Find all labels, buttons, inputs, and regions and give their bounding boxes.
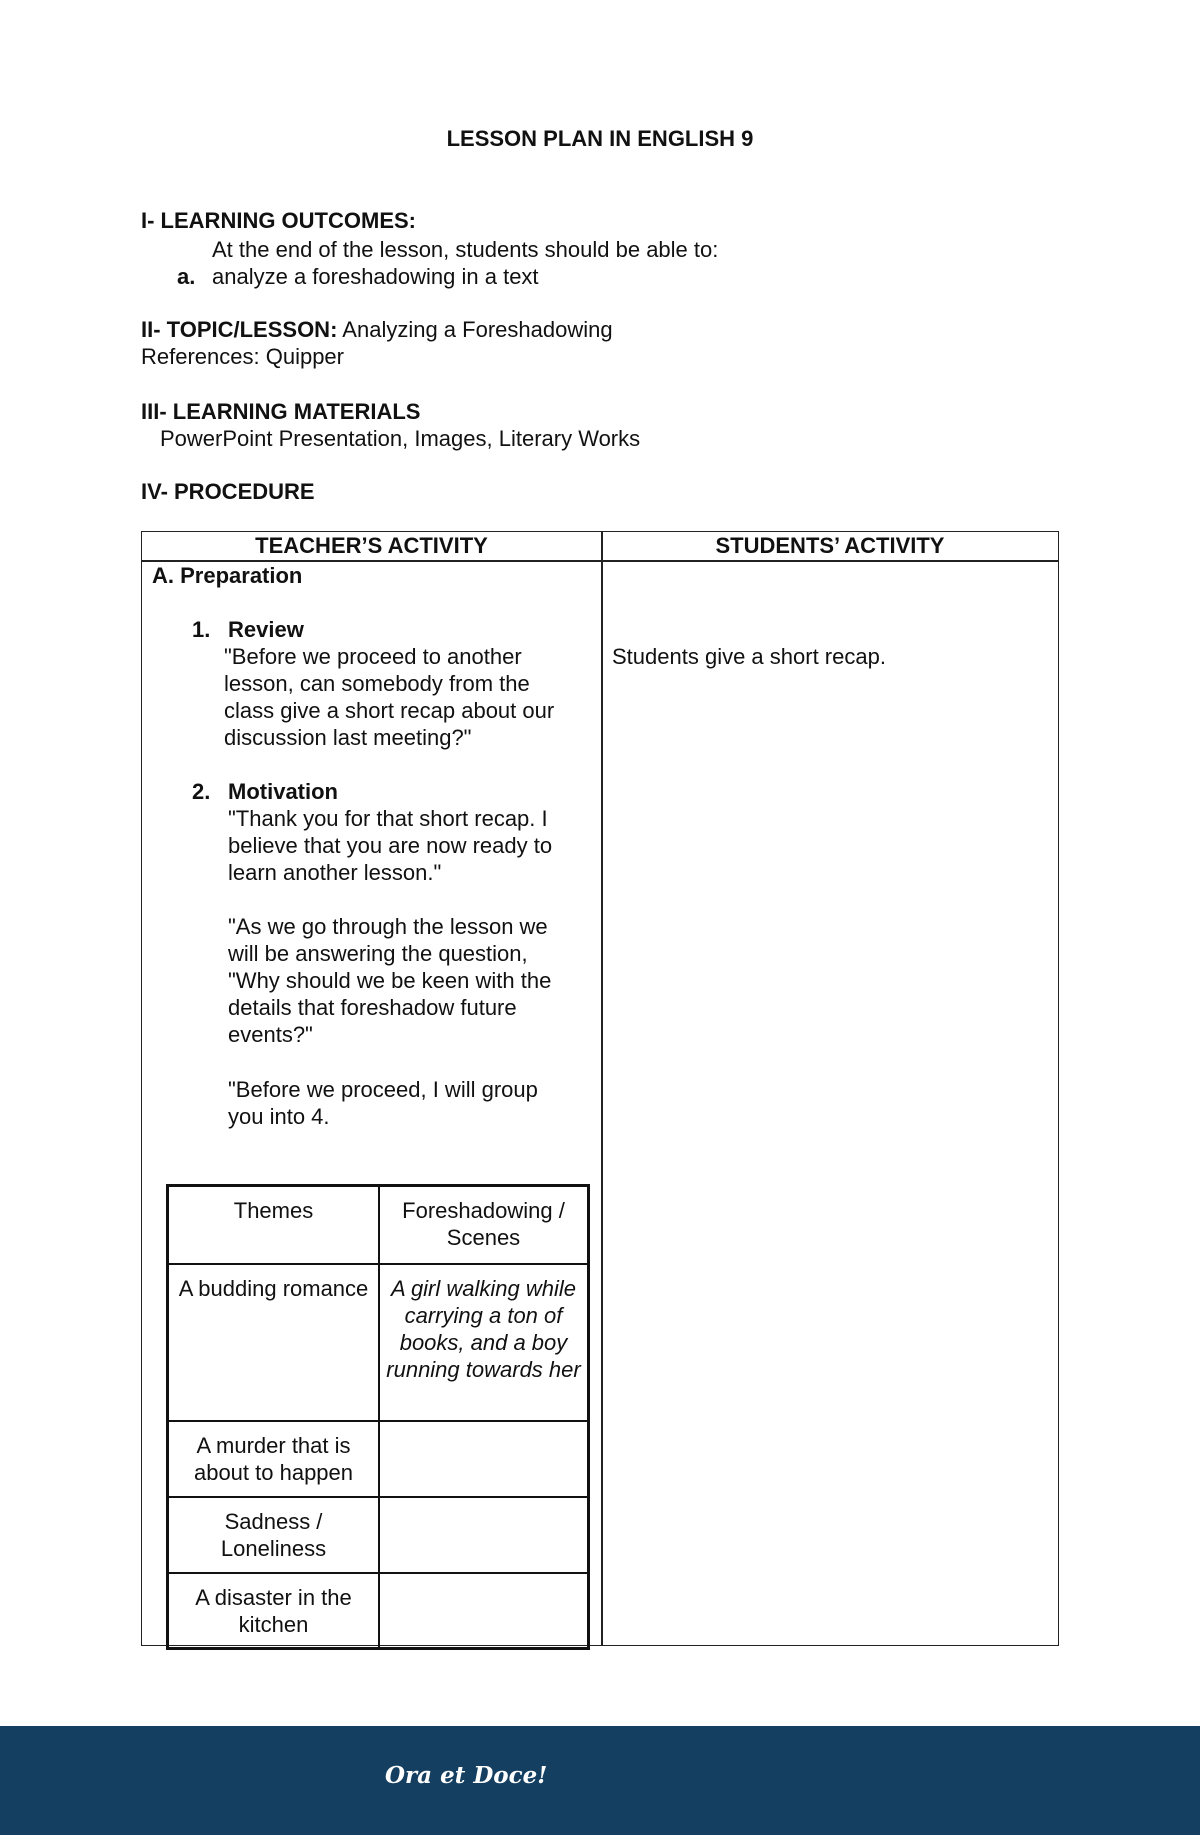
procedure-table [141,531,1059,1646]
students-activity-header: STUDENTS’ ACTIVITY [715,533,945,558]
table-row [169,1572,587,1647]
column-divider [601,532,603,1645]
procedure-heading: IV- PROCEDURE [141,479,315,504]
footer-motto: Ora et Doce! [385,1762,548,1789]
review-line: "Before we proceed to another [224,644,522,669]
motivation-paragraph-1 [228,805,552,886]
teacher-activity-header: TEACHER’S ACTIVITY [255,533,488,558]
topic-heading: II- TOPIC/LESSON: [141,317,338,342]
review-text [224,643,554,751]
motivation-line: details that foreshadow future [228,995,517,1020]
theme-cell: A murder that is about to happen [193,1433,354,1485]
theme-cell: A disaster in the kitchen [195,1585,352,1637]
motivation-line: will be answering the question, [228,941,528,966]
document-title: LESSON PLAN IN ENGLISH 9 [446,126,754,151]
outcome-item-marker: a. [177,264,196,289]
review-line: lesson, can somebody from the [224,671,530,696]
motivation-line: learn another lesson." [228,860,442,885]
materials-value: PowerPoint Presentation, Images, Literary Works [160,426,641,451]
motivation-paragraph-2 [228,913,551,1048]
students-review-response: Students give a short recap. [612,644,886,669]
topic-value: Analyzing a Foreshadowing [342,317,613,342]
scenes-header: Foreshadowing / Scenes [378,1187,587,1263]
theme-cell: A budding romance [178,1276,369,1301]
scene-cell [378,1422,587,1496]
section-preparation: A. Preparation [152,563,303,588]
materials-heading: III- LEARNING MATERIALS [141,399,421,424]
themes-header: Themes [233,1198,314,1223]
review-number: 1. [192,617,211,642]
scene-cell [378,1498,587,1572]
theme-cell: Sadness / Loneliness [220,1509,327,1561]
themes-table-header-row [169,1187,587,1263]
outcome-item-text: analyze a foreshadowing in a text [212,264,539,289]
references-line: References: Quipper [141,344,344,369]
outcomes-intro: At the end of the lesson, students should be able to: [212,237,719,262]
table-row [169,1496,587,1572]
motivation-title: Motivation [228,779,338,804]
motivation-paragraph-3 [228,1076,538,1130]
review-line: class give a short recap about our [224,698,555,723]
topic-line [141,316,613,343]
motivation-line: events?" [228,1022,313,1047]
scene-cell [378,1574,587,1647]
table-row [169,1420,587,1496]
motivation-line: "As we go through the lesson we [228,914,548,939]
themes-table [166,1184,590,1650]
review-line: discussion last meeting?" [224,725,472,750]
motivation-line: you into 4. [228,1104,330,1129]
motivation-line: "Thank you for that short recap. I [228,806,548,831]
motivation-number: 2. [192,779,211,804]
review-title: Review [228,617,304,642]
scene-cell: A girl walking while carrying a ton of books, and a boy running towards her [378,1265,587,1420]
table-row [169,1263,587,1420]
motivation-line: "Before we proceed, I will group [228,1077,538,1102]
footer-band [0,1726,1200,1835]
motivation-line: "Why should we be keen with the [228,968,552,993]
outcomes-heading: I- LEARNING OUTCOMES: [141,208,416,233]
motivation-line: believe that you are now ready to [228,833,553,858]
